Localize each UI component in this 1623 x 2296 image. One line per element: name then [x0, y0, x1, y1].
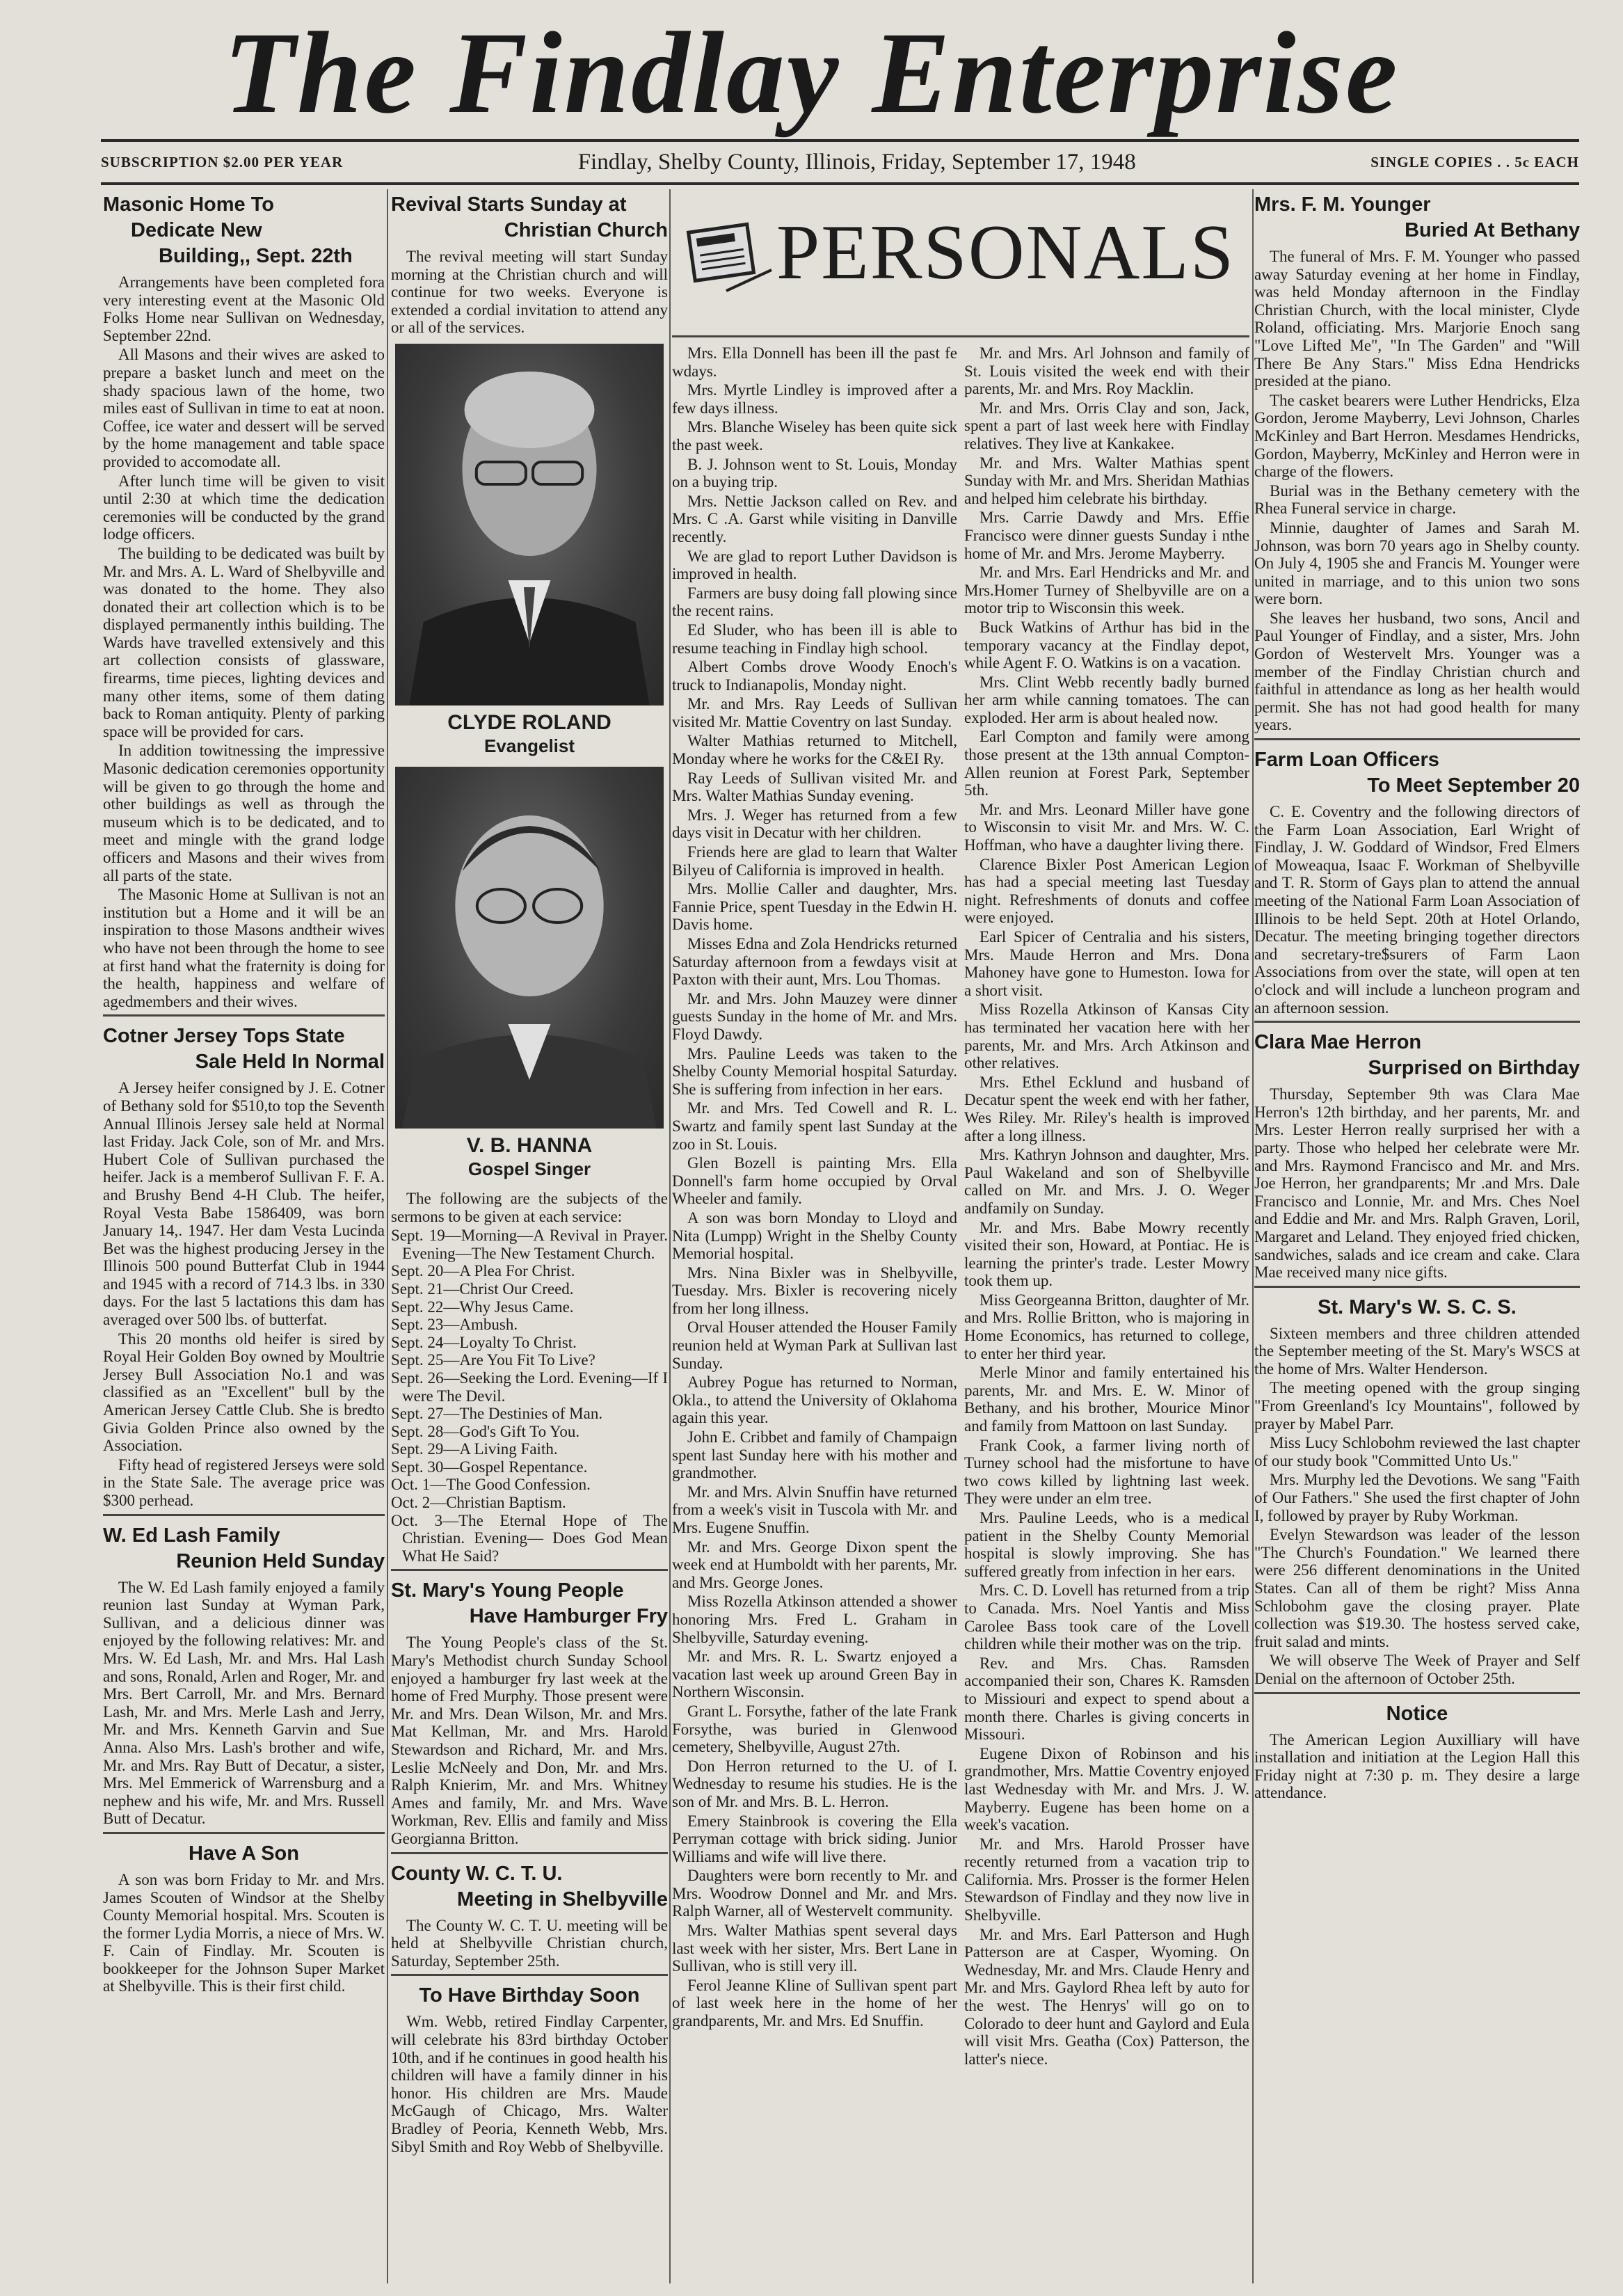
- headline: Notice: [1386, 1702, 1448, 1725]
- photo-caption-role: Gospel Singer: [467, 1158, 591, 1179]
- personal-item: Mrs. Nettie Jackson called on Rev. and Mrs. C .A. Garst while visiting in Danville recently.: [672, 492, 957, 545]
- column-rule: [387, 189, 388, 2283]
- portrait-photo: [395, 344, 664, 705]
- personal-item: We are glad to report Luther Davidson is improved in health.: [672, 547, 957, 583]
- masthead: [0, 0, 1623, 136]
- headline: To Have Birthday Soon: [419, 1984, 640, 2007]
- personal-item: Mr. and Mrs. Arl Johnson and family of St. Louis visited the week end with their parents, Mr. and Mrs. Roy Macklin.: [964, 344, 1249, 398]
- personal-item: Miss Rozella Atkinson of Kansas City has terminated her vacation here with her parents, Mr. and Mrs. Arch Atkinson and other relatives.: [964, 1000, 1249, 1072]
- personal-item: Mr. and Mrs. Earl Hendricks and Mr. and Mrs.Homer Turney of Shelbyville are on a motor trip to Wisconsin this week.: [964, 564, 1249, 617]
- schedule-item: Oct. 2—Christian Baptism.: [391, 1494, 566, 1512]
- divider: [391, 1974, 668, 1976]
- personal-item: Albert Combs drove Woody Enoch's truck to Indianapolis, Monday night.: [672, 658, 957, 694]
- article-wctu: [391, 1861, 668, 1970]
- single-copy-price: SINGLE COPIES . . 5c EACH: [1370, 153, 1579, 170]
- paragraph: A Jersey heifer consigned by J. E. Cotner of Bethany sold for $510,to top the Seventh Annual Illinois Jersey sale held at Normal last Friday. Jack Cole, son of Mr. and Mrs. Hubert Cole of Sullivan purchased the heifer. Jack is a memberof Sullivan F. F. A. and Brushy Bend 4-H Club. The heifer, Royal Vesta Babe 1586409, was born January 14,. 1947. Her dam Vesta Lucinda Bet was the highest producing Jersey in the Illinois 500 pound Butterfat Club in 1944 and 1945 with a record of 714.3 lbs. in 330 days. For the last 5 lactations this dam has averaged over 500 lbs. of butterfat.: [103, 1079, 385, 1329]
- headline: St. Mary's W. S. C. S.: [1318, 1296, 1517, 1318]
- headline: Mrs. F. M. Younger Buried At Bethany: [1254, 193, 1580, 241]
- headline: Have A Son: [188, 1842, 299, 1865]
- schedule-item: Sept. 20—A Plea For Christ.: [391, 1262, 575, 1280]
- schedule-item: Sept. 28—God's Gift To You.: [391, 1422, 580, 1440]
- article-revival: [391, 192, 668, 1565]
- dateline: Findlay, Shelby County, Illinois, Friday, September 17, 1948: [577, 149, 1136, 175]
- schedule-item: Sept. 19—Morning—A Revival in Prayer. Evening—The New Testament Church.: [391, 1227, 668, 1262]
- paragraph: Sixteen members and three children attended the September meeting of the St. Mary's WSCS at the home of Mrs. Walter Henderson.: [1254, 1324, 1580, 1378]
- headline: Masonic Home To Dedicate New Building,, Sept. 22th: [103, 193, 353, 267]
- paragraph: Fifty head of registered Jerseys were sold in the State Sale. The average price was $300 perhead.: [103, 1456, 385, 1509]
- info-bar: [101, 139, 1579, 185]
- photo-caption-role: Evangelist: [483, 735, 575, 756]
- personal-item: Mrs. J. Weger has returned from a few days visit in Decatur with her children.: [672, 806, 957, 842]
- article-masonic-home: [103, 192, 385, 1010]
- headline: Cotner Jersey Tops State Sale Held In Normal: [103, 1025, 385, 1074]
- personals-left-column: [672, 344, 957, 2069]
- paragraph: This 20 months old heifer is sired by Royal Heir Golden Boy owned by Moultrie Jersey Bull Association No.1 and was classified as an "Excellent" bull by the American Jersey Cattle Club. She is bredto Givia Golden Prince also owned by the Association.: [103, 1330, 385, 1455]
- personal-item: A son was born Monday to Lloyd and Nita (Lumpp) Wright in the Shelby County Memorial hospital.: [672, 1209, 957, 1263]
- personal-item: Glen Bozell is painting Mrs. Ella Donnell's farm home occupied by Orval Wheeler and family.: [672, 1154, 957, 1208]
- paragraph: The County W. C. T. U. meeting will be held at Shelbyville Christian church, Saturday, September 25th.: [391, 1916, 668, 1970]
- personal-item: Mrs. Pauline Leeds was taken to the Shelby County Memorial hospital Saturday. She is suffering from infection in her ears.: [672, 1044, 957, 1098]
- headline: St. Mary's Young People Have Hamburger Fry: [391, 1579, 668, 1628]
- personal-item: Frank Cook, a farmer living north of Turney school had the misfortune to have two cows killed by lightning last week. They were under an elm tree.: [964, 1436, 1249, 1508]
- personal-item: Emery Stainbrook is covering the Ella Perryman cottage with brick siding. Junior Williams and wife will live there.: [672, 1812, 957, 1865]
- subscription-price: SUBSCRIPTION $2.00 PER YEAR: [101, 153, 344, 170]
- personal-item: Mrs. Carrie Dawdy and Mrs. Effie Francisco were dinner guests Sunday i nthe home of Mr. and Mrs. Jerome Mayberry.: [964, 509, 1249, 562]
- personal-item: Mrs. Ethel Ecklund and husband of Decatur spent the week end with her father, Wes Riley. Mr. Riley's health is improved after a long illness.: [964, 1073, 1249, 1145]
- personal-item: Friends here are glad to learn that Walter Bilyeu of California is improved in health.: [672, 843, 957, 879]
- personal-item: Earl Compton and family were among those present at the 13th annual Compton-Allen reunion at Forest Park, September 5th.: [964, 728, 1249, 799]
- personal-item: Daughters were born recently to Mr. and Mrs. Woodrow Donnel and Mr. and Mrs. Ralph Warner, all of Westervelt community.: [672, 1867, 957, 1920]
- divider: [391, 1569, 668, 1571]
- headline: Farm Loan Officers To Meet September 20: [1254, 749, 1580, 797]
- headline: Clara Mae Herron Surprised on Birthday: [1254, 1031, 1580, 1080]
- paragraph: The meeting opened with the group singing "From Greenland's Icy Mountains", followed by prayer by Mabel Parr.: [1254, 1379, 1580, 1433]
- paragraph: The W. Ed Lash family enjoyed a family reunion last Sunday at Wyman Park, Sullivan, and a delicious dinner was enjoyed by the following relatives: Mr. and Mrs. W. Ed Lash, Mr. and Mrs. Hal Lash and sons, Ronald, Arlen and Roger, Mr. and Mrs. Bert Carroll, Mr. and Mrs. Bernard Lash, Mr. and Mrs. Merle Lash and Jerry, Mr. and Mrs. Kenneth Garvin and Sue Anna. Also Mrs. Lash's brother and wife, Mr. and Mrs. Ray Butt of Decatur, a sister, Mrs. Mel Emmerick of Warrensburg and a nephew and his wife, Mr. and Mrs. Russell Butt of Decatur.: [103, 1578, 385, 1828]
- schedule-item: Oct. 1—The Good Confession.: [391, 1476, 591, 1494]
- portrait-photo: [395, 767, 664, 1129]
- personal-item: Mrs. Kathryn Johnson and daughter, Mrs. Paul Wakeland and son of Shelbyville called on Mr. and Mrs. J. O. Weger andfamily on Sunday.: [964, 1146, 1249, 1217]
- schedule-item: Oct. 3—The Eternal Hope of The Christian. Evening— Does God Mean What He Said?: [391, 1511, 668, 1565]
- paragraph: Arrangements have been completed fora very interesting event at the Masonic Old Folks Home near Sullivan on Wednesday, September 22nd.: [103, 273, 385, 344]
- article-younger-funeral: [1254, 192, 1580, 734]
- personal-item: Farmers are busy doing fall plowing since the recent rains.: [672, 584, 957, 620]
- paragraph: The building to be dedicated was built by Mr. and Mrs. A. L. Ward of Shelbyville and was donated to the home. They also donated their art collection which is to be displayed permanently inthis building. The Wards have travelled extensively and this art collection consists of glassware, firearms, time pieces, lighting devices and many other items, some of them dating back to Roman antiquity. Plenty of parking space will be provided for cars.: [103, 544, 385, 740]
- schedule-item: Sept. 23—Ambush.: [391, 1316, 518, 1334]
- sermon-schedule: [391, 1227, 668, 1565]
- personal-item: Mr. and Mrs. George Dixon spent the week end at Humboldt with her parents, Mr. and Mrs. George Jones.: [672, 1538, 957, 1591]
- photo-caption-name: V. B. HANNA: [466, 1133, 593, 1157]
- schedule-item: Sept. 25—Are You Fit To Live?: [391, 1351, 595, 1369]
- paragraph: Burial was in the Bethany cemetery with the Rhea Funeral service in charge.: [1254, 481, 1580, 518]
- personal-item: Walter Mathias returned to Mitchell, Monday where he works for the C&EI Ry.: [672, 732, 957, 768]
- personal-item: John E. Cribbet and family of Champaign spent last Sunday here with his mother and grandmother.: [672, 1428, 957, 1482]
- personals-banner: [672, 189, 1249, 337]
- schedule-item: Sept. 30—Gospel Repentance.: [391, 1458, 588, 1476]
- personal-item: Mr. and Mrs. R. L. Swartz enjoyed a vacation last week up around Green Bay in Northern Wisconsin.: [672, 1648, 957, 1701]
- personal-item: Miss Georgeanna Britton, daughter of Mr. and Mrs. Rollie Britton, who is majoring in Home Economics, has returned to college, to enter her third year.: [964, 1291, 1249, 1362]
- paragraph: The following are the subjects of the sermons to be given at each service:: [391, 1189, 668, 1225]
- personal-item: Mr. and Mrs. Ted Cowell and R. L. Swartz and family spent last Sunday at the zoo in St. Louis.: [672, 1099, 957, 1153]
- paragraph: She leaves her husband, two sons, Ancil and Paul Younger of Findlay, and a sister, Mrs. John Gordon of Westervelt Mrs. Younger was a member of the Findlay Christian church and faithful in attendance as long as her health would permit. She has not had good health for many years.: [1254, 609, 1580, 734]
- personals-section: [672, 189, 1249, 2283]
- personal-item: Mr. and Mrs. John Mauzey were dinner guests Sunday in the home of Mr. and Mrs. Floyd Dawdy.: [672, 989, 957, 1043]
- paragraph: The funeral of Mrs. F. M. Younger who passed away Saturday evening at her home in Findlay, was held Monday afternoon in the Findlay Christian Church, with the local minister, Clyde Roland, officiating. Mrs. Marjorie Enoch sang "Love Lifted Me", "In The Garden" and "Will There Be Any Stars." Miss Edna Hendricks presided at the piano.: [1254, 248, 1580, 390]
- paragraph: The Young People's class of the St. Mary's Methodist church Sunday School enjoyed a hamburger fry last week at the home of Fred Murphy. Those present were Mr. and Mrs. Dean Wilson, Mr. and Mrs. Mat Kellman, Mr. and Mrs. Harold Stewardson and Richard, Mr. and Mrs. Leslie McNeely and Don, Mr. and Mrs. Ralph Knierim, Mr. and Mrs. Whitney Ames and family, Mr. and Mrs. Wave Workman, Rev. Ellis and family and Miss Georgianna Britton.: [391, 1634, 668, 1847]
- personal-item: Grant L. Forsythe, father of the late Frank Forsythe, was buried in Glenwood cemetery, Shelbyville, August 27th.: [672, 1702, 957, 1756]
- schedule-item: Sept. 21—Christ Our Creed.: [391, 1279, 574, 1298]
- personal-item: Aubrey Pogue has returned to Norman, Okla., to attend the University of Oklahoma again this year.: [672, 1373, 957, 1427]
- personal-item: Ray Leeds of Sullivan visited Mr. and Mrs. Walter Mathias Sunday evening.: [672, 769, 957, 805]
- personal-item: Buck Watkins of Arthur has bid in the temporary vacancy at the Findlay depot, while Agent F. O. Watkins is on a vacation.: [964, 618, 1249, 672]
- paragraph: All Masons and their wives are asked to prepare a basket lunch and meet on the shady spacious lawn of the home, two miles east of Sullivan in time to eat at noon. Coffee, ice water and dessert will be served by the home management and table space provided to accomodate all.: [103, 346, 385, 470]
- personal-item: Mrs. Walter Mathias spent several days last week with her sister, Mrs. Bert Lane in Sullivan, who is still very ill.: [672, 1922, 957, 1975]
- personal-item: Don Herron returned to the U. of I. Wednesday to resume his studies. He is the son of Mr. and Mrs. B. L. Herron.: [672, 1757, 957, 1810]
- divider: [103, 1514, 385, 1516]
- article-birthday-soon: [391, 1983, 668, 2155]
- personal-item: Mr. and Mrs. Ray Leeds of Sullivan visited Mr. Mattie Coventry on last Sunday.: [672, 695, 957, 731]
- personal-item: Mrs. C. D. Lovell has returned from a trip to Canada. Mrs. Noel Yantis and Miss Carolee Bass took care of the Lovell children while their mother was on the trip.: [964, 1581, 1249, 1653]
- paragraph: The casket bearers were Luther Hendricks, Elza Gordon, Jerome Mayberry, Levi Johnson, Charles McKinley and Bart Herron. Mesdames Hendricks, Gordon, Mayberry, McKinley and Herron were in charge of the flowers.: [1254, 391, 1580, 481]
- column-5: [1254, 189, 1580, 2283]
- paragraph: After lunch time will be given to visit until 2:30 at which time the dedication ceremonies will be conducted by the grand lodge officers.: [103, 472, 385, 543]
- column-1: [103, 189, 385, 2283]
- paragraph: Mrs. Murphy led the Devotions. We sang "Faith of Our Fathers." She used the first chapter of John I, followed by prayer by Ruby Workman.: [1254, 1471, 1580, 1524]
- paragraph: Evelyn Stewardson was leader of the lesson "The Church's Foundation." We learned there were 256 different denominations in the United States. Can all of them be right? Miss Anna Schlobohm gave the closing prayer. Plate collection was $19.30. The hostess served cake, fruit salad and mints.: [1254, 1526, 1580, 1650]
- divider: [103, 1832, 385, 1834]
- personal-item: Orval Houser attended the Houser Family reunion held at Wyman Park at Sullivan last Sunday.: [672, 1318, 957, 1372]
- divider: [1254, 738, 1580, 740]
- personal-item: Mrs. Ella Donnell has been ill the past fe wdays.: [672, 344, 957, 380]
- personal-item: Mrs. Myrtle Lindley is improved after a few days illness.: [672, 381, 957, 417]
- column-rule: [1252, 189, 1254, 2283]
- paragraph: We will observe The Week of Prayer and Self Denial on the afternoon of October 25th.: [1254, 1652, 1580, 1687]
- paragraph: The Masonic Home at Sullivan is not an institution but a Home and it will be an inspiration to those Masons andtheir wives who have not been through the home to see at first hand what the fraternity is doing for the health, happiness and welfare of agedmembers and their wives.: [103, 886, 385, 1010]
- headline: County W. C. T. U. Meeting in Shelbyville: [391, 1862, 668, 1911]
- newspaper-title: The Findlay Enterprise: [223, 8, 1400, 138]
- article-lash-reunion: [103, 1523, 385, 1828]
- paragraph: In addition towitnessing the impressive Masonic dedication ceremonies opportunity will be given to go through the home and other buildings as well as through the museum which is to be dedicated, and to meet and mingle with the grand lodge officers and Masons and their wives from all parts of the state.: [103, 742, 385, 884]
- divider: [1254, 1692, 1580, 1694]
- personal-item: Mrs. Mollie Caller and daughter, Mrs. Fannie Price, spent Tuesday in the Edwin H. Davis home.: [672, 880, 957, 934]
- column-rule: [669, 189, 671, 2283]
- personal-item: Mr. and Mrs. Earl Patterson and Hugh Patterson are at Casper, Wyoming. On Wednesday, Mr. and Mrs. Claude Henry and Mr. and Mrs. Gaylord Rhea left by auto for the west. The Henrys' will go on to Colorado to deer hunt and Gaylord and Eula will visit Mrs. Geatha (Cox) Patterson, the latter's niece.: [964, 1925, 1249, 2068]
- personal-item: Mr. and Mrs. Walter Mathias spent Sunday with Mr. and Mrs. Sheridan Mathias and helped him celebrate his birthday.: [964, 454, 1249, 507]
- personal-item: Mrs. Blanche Wiseley has been quite sick the past week.: [672, 418, 957, 454]
- personal-item: Mr. and Mrs. Orris Clay and son, Jack, spent a part of last week here with Findlay relatives. They live at Kankakee.: [964, 399, 1249, 452]
- personal-item: Mr. and Mrs. Alvin Snuffin have returned from a week's visit in Tuscola with Mr. and Mrs. Eugene Snuffin.: [672, 1483, 957, 1536]
- schedule-item: Sept. 27—The Destinies of Man.: [391, 1405, 603, 1423]
- paragraph: C. E. Coventry and the following directors of the Farm Loan Association, Earl Wright of Findlay, J. W. Goddard of Windsor, Fred Elmers of Moweaqua, Isaac F. Workman of Shelbyville and T. R. Storm of Gays plan to attend the annual meeting of the National Farm Loan Association of Illinois to be held Sept. 20th at Hotel Orlando, Decatur. The meeting bringing together directors and secretary-tre$surers of Farm Laon Associations from over the state, will open at ten o'clock and will include a luncheon program and an afternoon session.: [1254, 803, 1580, 1017]
- personals-right-column: [964, 344, 1249, 2069]
- personal-item: Ed Sluder, who has been ill is able to resume teaching in Findlay high school.: [672, 621, 957, 657]
- personal-item: Mr. and Mrs. Babe Mowry recently visited their son, Howard, at Pontiac. He is learning the printer's trade. Lester Mowry took them up.: [964, 1218, 1249, 1290]
- paragraph: Wm. Webb, retired Findlay Carpenter, will celebrate his 83rd birthday October 10th, and if he continues in good health his children will have a family dinner in his honor. His children are Mrs. Maude McGaugh of Chicago, Mrs. Walter Bradley of Peoria, Kenneth Webb, Mrs. Sibyl Smith and Roy Webb of Shelbyville.: [391, 2013, 668, 2155]
- personal-item: Ferol Jeanne Kline of Sullivan spent part of last week here in the home of her grandparents, Mr. and Mrs. Ed Snuffin.: [672, 1976, 957, 2030]
- divider: [1254, 1021, 1580, 1023]
- personal-item: Clarence Bixler Post American Legion has had a special meeting last Tuesday night. Refreshments of donuts and coffee were enjoyed.: [964, 855, 1249, 927]
- personals-title: PERSONALS: [776, 209, 1236, 296]
- personal-item: B. J. Johnson went to St. Louis, Monday on a buying trip.: [672, 455, 957, 491]
- newspaper-icon: [685, 214, 775, 298]
- personal-item: Mr. and Mrs. Harold Prosser have recently returned from a vacation trip to California. Mrs. Prosser is the former Helen Stewardson of Findlay and they now live in Shelbyville.: [964, 1835, 1249, 1924]
- article-herron-birthday: [1254, 1030, 1580, 1282]
- paragraph: The American Legion Auxilliary will have installation and initiation at the Legion Hall this Friday night at 7:30 p. m. They desire a large attendance.: [1254, 1730, 1580, 1802]
- headline: Revival Starts Sunday at Christian Church: [391, 193, 668, 241]
- paragraph: Thursday, September 9th was Clara Mae Herron's 12th birthday, and her parents, Mr. and Mrs. Lester Herron really surprised her with a party. Those who helped her celebrate were Mr. and Mrs. Raymond Francisco and Mr. and Mrs. Joe Herron, her grandparents; Mr .and Mrs. Dale Francisco and Lonnie, Mr. and Mrs. Ches Noel and Eddie and Mr. and Mrs. Ralph Graven, Loril, Margaret and Leland. They enjoyed fried chicken, sandwiches, salads and ice cream and cake. Clara Mae received many nice gifts.: [1254, 1085, 1580, 1282]
- portrait-icon: [395, 767, 664, 1129]
- schedule-item: Sept. 24—Loyalty To Christ.: [391, 1333, 577, 1351]
- divider: [391, 1852, 668, 1854]
- paragraph: The revival meeting will start Sunday morning at the Christian church and will continue for two weeks. Everyone is extended a cordial invitation to attend any or all of the services.: [391, 248, 668, 337]
- article-notice: [1254, 1701, 1580, 1802]
- article-jersey-sale: [103, 1023, 385, 1509]
- photo-caption-name: CLYDE ROLAND: [447, 710, 611, 734]
- divider: [103, 1014, 385, 1017]
- paragraph: Minnie, daughter of James and Sarah M. Johnson, was born 70 years ago in Shelby county. On July 4, 1905 she and Francis M. Younger were united in marriage, and to this union two sons were born.: [1254, 518, 1580, 608]
- personal-item: Mrs. Nina Bixler was in Shelbyville, Tuesday. Mrs. Bixler is recovering nicely from her long illness.: [672, 1263, 957, 1317]
- article-farm-loan: [1254, 747, 1580, 1017]
- divider: [1254, 1286, 1580, 1288]
- paragraph: A son was born Friday to Mr. and Mrs. James Scouten of Windsor at the Shelby County Memorial hospital. Mrs. Scouten is the former Lydia Morris, a niece of Mrs. W. F. Cain of Findlay. Mr. Scouten is bookkeeper for the Johnson Super Market at Shelbyville. This is their first child.: [103, 1870, 385, 1995]
- personal-item: Earl Spicer of Centralia and his sisters, Mrs. Maude Herron and Mrs. Dona Mahoney have gone to Humeston. Iowa for a short visit.: [964, 928, 1249, 999]
- personal-item: Eugene Dixon of Robinson and his grandmother, Mrs. Mattie Coventry enjoyed last Wednesday with Mr. and Mrs. J. W. Mayberry. Eugene has been home on a week's vacation.: [964, 1744, 1249, 1834]
- article-hamburger-fry: [391, 1578, 668, 1847]
- article-have-a-son: [103, 1841, 385, 1995]
- personal-item: Misses Edna and Zola Hendricks returned Saturday afternoon from a fewdays visit at Paxton with their aunt, Mrs. Lou Thomas.: [672, 935, 957, 989]
- schedule-item: Sept. 29—A Living Faith.: [391, 1440, 558, 1458]
- article-wscs: [1254, 1295, 1580, 1688]
- personal-item: Mrs. Pauline Leeds, who is a medical patient in the Shelby County Memorial hospital is slowly improving. She has suffered greatly from infection in her ears.: [964, 1509, 1249, 1580]
- personal-item: Mrs. Clint Webb recently badly burned her arm while canning tomatoes. The can exploded. Her arm is about healed now.: [964, 673, 1249, 726]
- personal-item: Rev. and Mrs. Chas. Ramsden accompanied their son, Chares K. Ramsden to Missiouri and expect to spend about a month there. Charles is giving concerts in Missouri.: [964, 1654, 1249, 1744]
- schedule-item: Sept. 26—Seeking the Lord. Evening—If I were The Devil.: [391, 1369, 668, 1405]
- headline: W. Ed Lash Family Reunion Held Sunday: [103, 1524, 385, 1572]
- personal-item: Miss Rozella Atkinson attended a shower honoring Mrs. Fred L. Graham in Shelbyville, Saturday evening.: [672, 1593, 957, 1646]
- schedule-item: Sept. 22—Why Jesus Came.: [391, 1298, 574, 1316]
- paragraph: Miss Lucy Schlobohm reviewed the last chapter of our study book "Committed Unto Us.": [1254, 1434, 1580, 1469]
- portrait-icon: [395, 344, 664, 705]
- personal-item: Mr. and Mrs. Leonard Miller have gone to Wisconsin to visit Mr. and Mrs. W. C. Hoffman, who have a daughter living there.: [964, 800, 1249, 854]
- column-2: [391, 189, 668, 2283]
- personal-item: Merle Minor and family entertained his parents, Mr. and Mrs. E. W. Minor of Bethany, and his brother, Mourice Minor and family from Mattoon on last Sunday.: [964, 1364, 1249, 1435]
